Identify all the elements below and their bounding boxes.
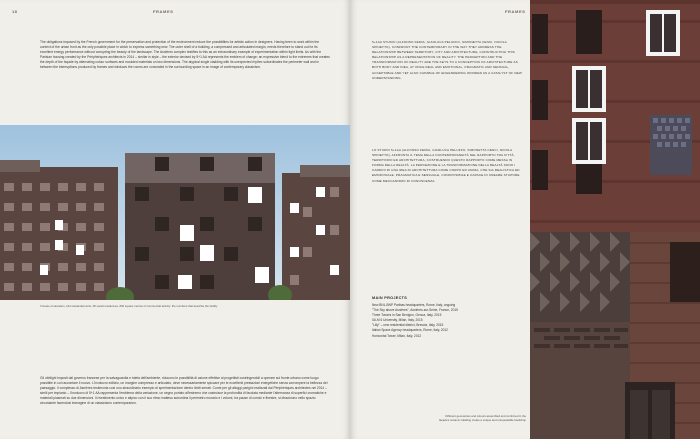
building-photo-illustration xyxy=(0,125,350,300)
project-item: Horizontal Tower, Milan, Italy, 2012 xyxy=(372,333,422,338)
body-paragraph-it: Gli obblighi imposti dal governo francese per la salvaguardia e tutela dell'ambiente, riducono le possibilità di azione effettive ai progettisti costringendoli a operare sul fronte urbano come luogo possibile in cui raccontare il nuovo. L'involucro edilizio, un margine compresso e articolato, deve necessariamente spiccare per le eccellenti prestazioni energetiche senza corrompere la bellezza del paesaggio. Il complesso di Asnières testimonia così uno straordinario esempio di sperimentazione dentro limiti serrati. Come per gli alloggi parigini realizzati dai Périphériques architectes nel 2014 – simili per impianto – l'involucro di 5+1 AA rappresenta l'emblema della variazione, un segno portato all'estremo che costruisce la profondità di facciata mediante l'alternanza di superfici cromatiche e materiali plasmati su due dimensioni. Il rivestimento unico e atipico con il suo ritmo inatteso subordina il perimetro murario e i volumi, tra pause di cornici e finestre, si dissolvono nello spazio circostante facendosi immagine di un classicismo contemporaneo. xyxy=(40,376,328,405)
project-item: New BNL-BNP Paribas headquarters, Rome, Italy, ongoing xyxy=(372,303,456,307)
page-number: 18 xyxy=(12,9,18,14)
facade-windows-illustration xyxy=(530,0,700,232)
magazine-name-right: FRAMES xyxy=(505,9,526,14)
statement-en: 5+1AA STUDIO (ALFONSO FEMIA, GIANLUCA PELUFFO, SIMONETTA CENCI, NICOLA SPINETTO), CONFRONT THE CONTEMPORARY IN THE WAY THEY ADDRESS THE RELATIONSHIP BETWEEN TERRITORY, CITY AND ARCHITECTURE, CONSTRUCTING THIS RELATIONSHIP AS A REPRESENTATION OF REALITY. THE PERCEPTION AND THE TRANSFORMATION OF REALITY ARE THE KEYS TO A CONCEPTION OF ARCHITECTURE AS BOTH BODY AND IDEA, AT ONCE REAL AND EMOTIONAL, PRAGMATIC AND SENSUAL, ACCEPTABLE AND YET ALSO CAPABLE OF ENGENDERING WONDER AS A CATALYST OF NEW UNDERSTANDING. xyxy=(372,40,522,80)
projects-list xyxy=(372,303,458,339)
facade-cladding-illustration xyxy=(530,232,700,439)
project-item: "The Sky above Asnières", Asnières-sur-Seine, France, 2015 xyxy=(372,308,458,313)
project-item: Italian Space Agency headquarters, Rome, Italy, 2012 xyxy=(372,328,448,333)
facade-cladding-photo xyxy=(530,232,700,439)
facade-caption: Different geometries and colours assembled and combined in the façade's ceramic cladding create a unique and unrepeatable backdrop xyxy=(439,414,526,422)
project-item: IULM 6 University, Milan, Italy, 2015 xyxy=(372,318,423,323)
magazine-name: FRAMES xyxy=(153,9,174,14)
intro-paragraph-en: The obligations imposed by the French government for the preservation and protection of the environment reduce the possibilities for artistic action in designers. Having been to work within the context of the urban front as the only possible place in which to express something new. The outer shell of a building, a compressed and articulated margin, needs therefore to stand out for its excellent energy performance without corrupting the beauty of the landscape. The Asnières complex testifies to this as an extraordinary example of experimentation within tight limits. As with the Parisian housing created by the Périphériques architects in 2014 – similar in style – the exterior devised by 5+1 AA represents the emblem of change; an expressive blend to the extremes that creates the depth of the façade by alternating colour surfaces and moulded materials on two dimensions. The atypical single cladding with its unexpected rhythm subordinates the perimeter wall and in between the interruptions produced by frames and windows the rooms are concealed in the surrounding space in an image of contemporary classicism. xyxy=(40,40,330,69)
statement-it: LO STUDIO 5+1AA (ALFONSO FEMIA, GIANLUCA PELUFFO, SIMONETTA CENCI, NICOLA SPINETTO), AFFRONTA IL TEMA DELLA CONTEMPORANEITÀ NEL RAPPORTO TRA CITTÀ, TERRITORIO ED ARCHITETTURA, COSTRUENDO QUESTO RAPPORTO COME MESSA IN FORMA DELLA REALTÀ. LA PERCEZIONE E LA TRASFORMAZIONE DELLA REALTÀ SONO I CARDINI DI UNA IDEA DI ARCHITETTURA COME CORPO ED ANIMA, CHE SIA REALISTICA ED EMOZIONALE, PRAGMATICA E SENSUALE, CONDIVISIBILE E CAPACE DI CREARE STUPORE COME MECCANISMO DI CONOSCENZA. xyxy=(372,148,520,183)
projects-title: MAIN PROJECTS xyxy=(372,296,408,300)
facade-windows-photo xyxy=(530,0,700,232)
project-item: "Lilly" – new residential district, Brescia, Italy, 2015 xyxy=(372,323,444,328)
project-item: Three Towers in San Benigno, Genoa, Italy, 2015 xyxy=(372,313,442,318)
photo-caption: 3 levels of elevation, 144 residential units, 38 social residences, 840 square metres of commercial activity: the numbers that describe the facility xyxy=(40,304,218,308)
building-photo xyxy=(0,125,350,300)
